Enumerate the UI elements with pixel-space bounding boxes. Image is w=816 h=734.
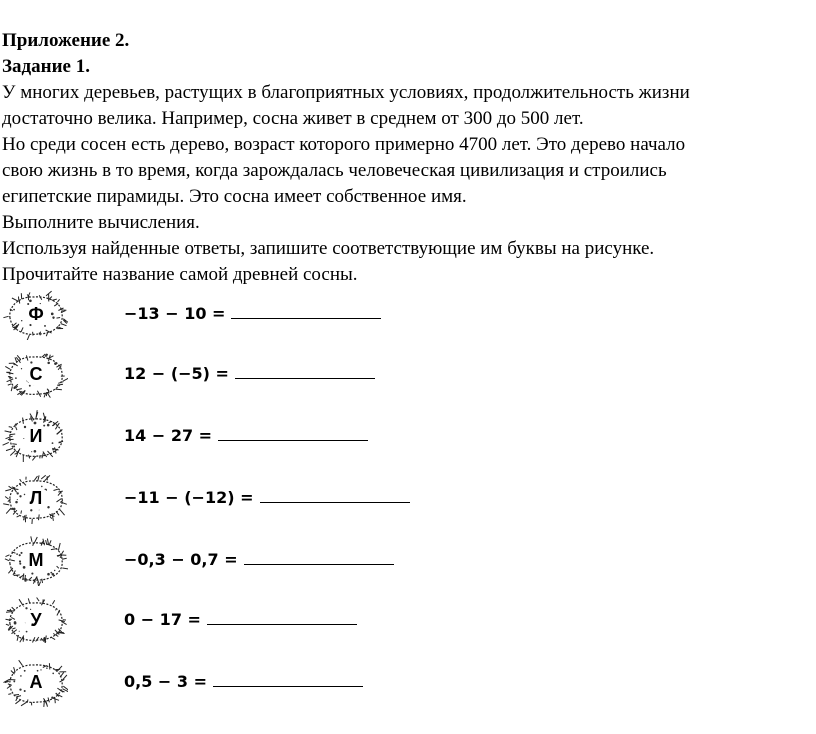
answer-line[interactable] bbox=[260, 501, 410, 503]
task-expression: 0,5 − 3 = bbox=[124, 672, 363, 691]
task-expression: −13 − 10 = bbox=[124, 304, 381, 323]
task-letter: Ф bbox=[28, 303, 44, 324]
answer-line[interactable] bbox=[231, 317, 381, 319]
task-letter: У bbox=[30, 609, 42, 630]
instruction-line: Используя найденные ответы, запишите соответствующие им буквы на рисунке. bbox=[2, 238, 655, 259]
answer-line[interactable] bbox=[218, 439, 368, 441]
task-expression: −0,3 − 0,7 = bbox=[124, 550, 394, 569]
task-letter: И bbox=[29, 425, 43, 446]
paragraph-line: свою жизнь в то время, когда зарождалась человеческая цивилизация и строились bbox=[2, 160, 667, 181]
instruction-line: Прочитайте название самой древней сосны. bbox=[2, 264, 358, 285]
paragraph-line: египетские пирамиды. Это сосна имеет собственное имя. bbox=[2, 186, 467, 207]
paragraph-line: У многих деревьев, растущих в благоприятных условиях, продолжительность жизни bbox=[2, 82, 690, 103]
appendix-title: Приложение 2. bbox=[2, 30, 130, 51]
paragraph-line: достаточно велика. Например, сосна живет в среднем от 300 до 500 лет. bbox=[2, 108, 584, 129]
task-expression: 14 − 27 = bbox=[124, 426, 368, 445]
answer-line[interactable] bbox=[213, 685, 363, 687]
task-row-f bbox=[0, 288, 480, 350]
task-row-i bbox=[0, 410, 480, 472]
instruction-line: Выполните вычисления. bbox=[2, 212, 200, 233]
task-text bbox=[2, 28, 816, 288]
paragraph-line: Но среди сосен есть дерево, возраст которого примерно 4700 лет. Это дерево начало bbox=[2, 134, 686, 155]
task-letter: М bbox=[28, 549, 44, 570]
task-row-u bbox=[0, 594, 480, 656]
task-row-m bbox=[0, 534, 480, 596]
answer-line[interactable] bbox=[244, 563, 394, 565]
task-row-l bbox=[0, 472, 480, 534]
task-title: Задание 1. bbox=[2, 56, 90, 77]
answer-line[interactable] bbox=[235, 377, 375, 379]
task-expression: 12 − (−5) = bbox=[124, 364, 375, 383]
task-letter: С bbox=[29, 363, 43, 384]
task-row-a bbox=[0, 656, 480, 718]
task-letter: А bbox=[29, 671, 43, 692]
task-row-s bbox=[0, 348, 480, 410]
task-expression: −11 − (−12) = bbox=[124, 488, 410, 507]
answer-line[interactable] bbox=[207, 623, 357, 625]
task-letter: Л bbox=[29, 487, 43, 508]
task-expression: 0 − 17 = bbox=[124, 610, 357, 629]
